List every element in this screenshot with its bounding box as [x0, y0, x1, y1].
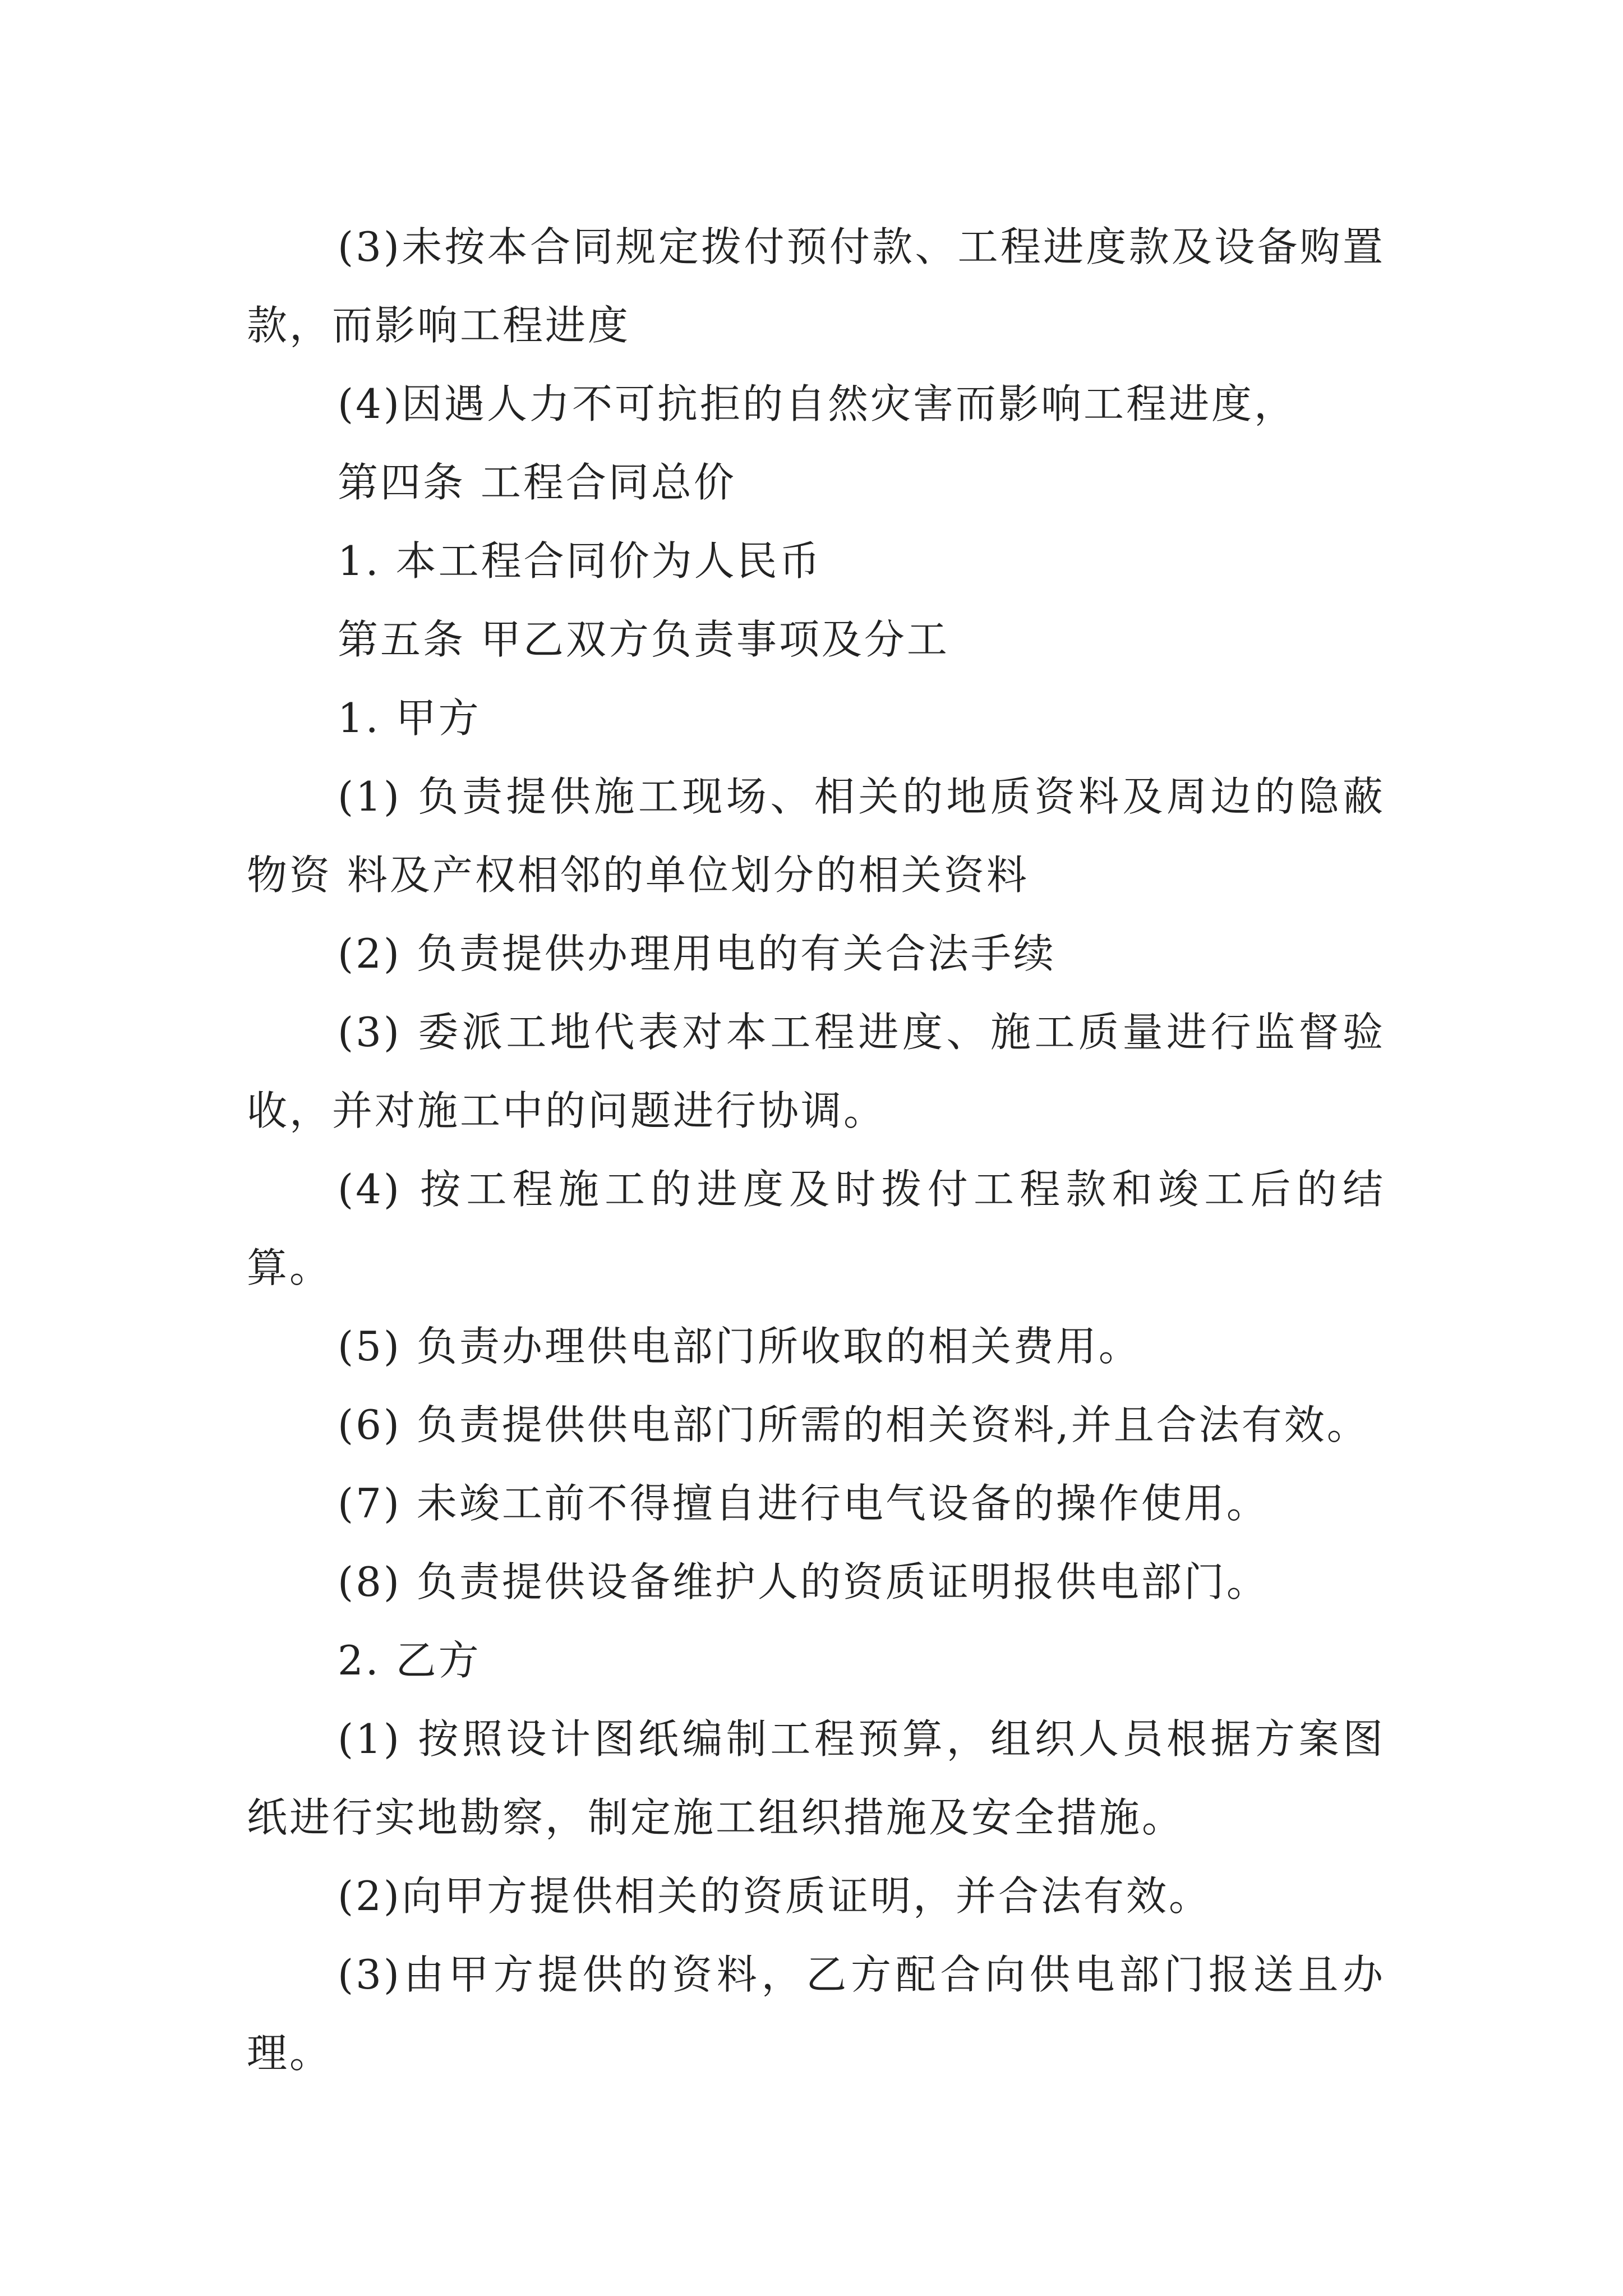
- party-a-heading: 1. 甲方: [338, 694, 481, 742]
- paragraph-clause-3-4: (4)因遇人力不可抗拒的自然灾害而影响工程进度，: [338, 380, 1297, 427]
- paragraph-article-4-item-1: 1. 本工程合同价为人民币: [338, 537, 822, 585]
- party-a-item-1: (1) 负责提供施工现场、相关的地质资料及周边的隐蔽物资 料及产权相邻的单位划分的相关资料: [247, 773, 1385, 899]
- party-a-item-2: (2) 负责提供办理用电的有关合法手续: [338, 930, 1056, 977]
- party-b-item-3: (3)由甲方提供的资料，乙方配合向供电部门报送且办理。: [247, 1951, 1385, 2077]
- paragraph-clause-3-3: (3)未按本合同规定拨付预付款、工程进度款及设备购置款，而影响工程进度: [247, 223, 1385, 349]
- article-5-heading: 第五条 甲乙双方负责事项及分工: [338, 616, 949, 663]
- party-a-item-4: (4) 按工程施工的进度及时拨付工程款和竣工后的结算。: [247, 1166, 1385, 1291]
- party-a-item-7: (7) 未竣工前不得擅自进行电气设备的操作使用。: [338, 1480, 1269, 1527]
- party-b-heading: 2. 乙方: [338, 1637, 481, 1684]
- party-a-item-5: (5) 负责办理供电部门所收取的相关费用。: [338, 1323, 1141, 1370]
- party-a-item-6: (6) 负责提供供电部门所需的相关资料,并且合法有效。: [338, 1401, 1370, 1448]
- party-a-item-8: (8) 负责提供设备维护人的资质证明报供电部门。: [338, 1558, 1269, 1605]
- party-b-item-1: (1) 按照设计图纸编制工程预算，组织人员根据方案图纸进行实地勘察，制定施工组织措施及安全措施。: [247, 1715, 1385, 1841]
- document-body: [247, 208, 1385, 2092]
- party-b-item-2: (2)向甲方提供相关的资质证明，并合法有效。: [338, 1872, 1211, 1920]
- party-a-item-3: (3) 委派工地代表对本工程进度、施工质量进行监督验收，并对施工中的问题进行协调。: [247, 1009, 1385, 1134]
- article-4-heading: 第四条 工程合同总价: [338, 459, 736, 506]
